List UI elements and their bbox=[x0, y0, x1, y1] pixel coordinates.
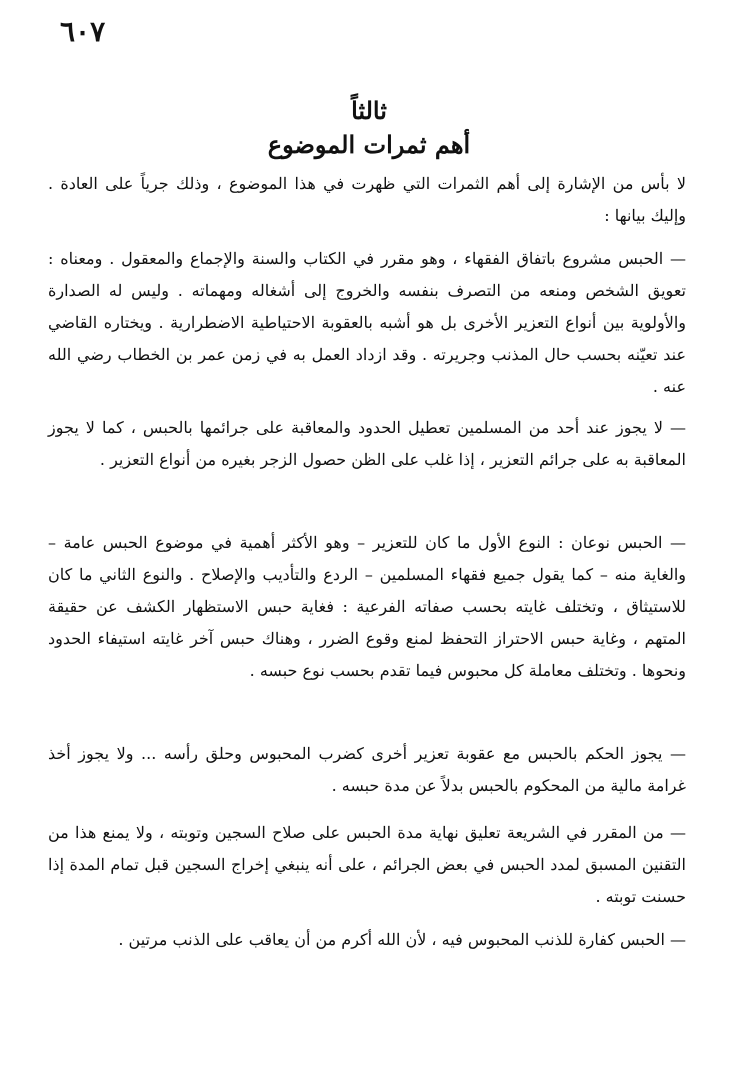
page-number: ٦٠٧ bbox=[60, 15, 106, 48]
point-paragraph: — من المقرر في الشريعة تعليق نهاية مدة الحبس على صلاح السجين وتوبته ، ولا يمنع هذا من التقنين المسبق لمدد الحبس في بعض الجرائم ، على أنه ينبغي إخراج السجين قبل تمام المدة إذا حسنت توبته . bbox=[48, 823, 686, 906]
section-title: أهم ثمرات الموضوع bbox=[267, 130, 471, 159]
point-paragraph: — الحبس نوعان : النوع الأول ما كان للتعزير – وهو الأكثر أهمية في موضوع الحبس عامة – والغاية منه – كما يقول جميع فقهاء المسلمين – الردع والتأديب والإصلاح . والنوع الثاني ما كان للاستيثاق ، وتختلف غايته بحسب صفاته الفرعية : فغاية حبس الاستظهار الكشف عن حقيقة المتهم ، وغاية حبس الاحتراز التحفظ لمنع وقوع الضرر ، وهناك حبس آخر غايته استيفاء الحدود ونحوها . وتختلف معاملة كل محبوس فيما تقدم بحسب نوع حبسه . bbox=[48, 533, 686, 680]
point-paragraph: — الحبس كفارة للذنب المحبوس فيه ، لأن الله أكرم من أن يعاقب على الذنب مرتين . bbox=[118, 930, 686, 949]
intro-paragraph: لا بأس من الإشارة إلى أهم الثمرات التي ظهرت في هذا الموضوع ، وذلك جرياً على العادة . وإليك بيانها : bbox=[48, 174, 686, 225]
point-paragraph: — لا يجوز عند أحد من المسلمين تعطيل الحدود والمعاقبة على جرائمها بالحبس ، كما لا يجوز المعاقبة به على جرائم التعزير ، إذا غلب على الظن حصول الزجر بغيره من أنواع التعزير . bbox=[48, 418, 686, 469]
section-number: ثالثاً bbox=[351, 96, 387, 125]
point-paragraph: — الحبس مشروع باتفاق الفقهاء ، وهو مقرر في الكتاب والسنة والإجماع والمعقول . ومعناه : تعويق الشخص ومنعه من التصرف بنفسه والخروج إلى أشغاله ومهماته . وليس له الصدارة والأولوية بين أنواع التعزير الأخرى بل هو أشبه بالعقوبة الاحتياطية الاضطرارية . ويختاره القاضي عند تعيّنه بحسب حال المذنب وجريرته . وقد ازداد العمل به في زمن عمر بن الخطاب رضي الله عنه . bbox=[48, 249, 686, 396]
point-paragraph: — يجوز الحكم بالحبس مع عقوبة تعزير أخرى كضرب المحبوس وحلق رأسه ... ولا يجوز أخذ غرامة مالية من المحكوم بالحبس بدلاً عن مدة حبسه . bbox=[48, 744, 686, 795]
